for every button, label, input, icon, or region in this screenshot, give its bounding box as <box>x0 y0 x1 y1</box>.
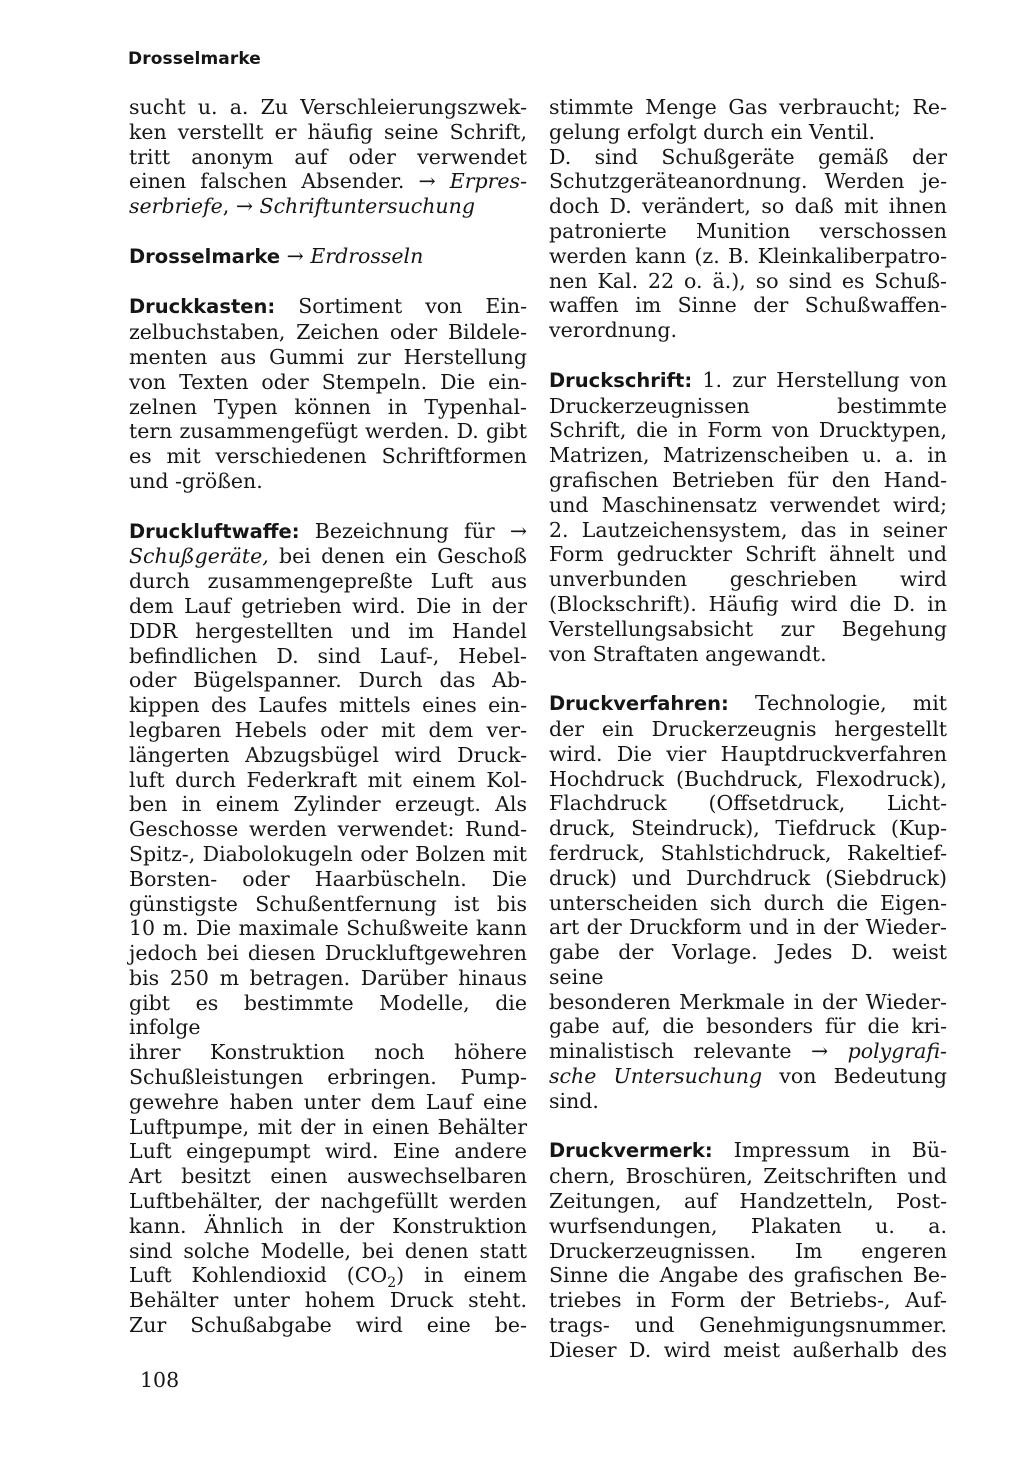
text-line: unterscheiden sich durch die Eigen- <box>549 890 947 915</box>
text-line <box>549 1039 947 1064</box>
text-line: tritt anonym auf oder verwendet <box>129 144 527 169</box>
text-line: ken verstellt er häufig seine Schrift, <box>129 119 527 144</box>
text-line: Hochdruck (Buchdruck, Flexodruck), <box>549 766 947 791</box>
text-line: D. sind Schußgeräte gemäß der <box>549 144 947 169</box>
text-line: Spitz-, Diabolokugeln oder Bolzen mit <box>129 841 527 866</box>
text-segment: Luft Kohlendioxid (CO <box>129 1263 388 1288</box>
entry-term: Druckverfahren: <box>549 692 729 716</box>
text-line <box>129 544 527 569</box>
text-line: Schußleistungen erbringen. Pump- <box>129 1065 527 1090</box>
text-line: gewehre haben unter dem Lauf eine <box>129 1089 527 1114</box>
text-line: Geschosse werden verwendet: Rund- <box>129 817 527 842</box>
text-segment: Impressum in Bü- <box>712 1138 947 1163</box>
running-header: Drosselmarke <box>128 49 261 69</box>
text-line: gelung erfolgt durch ein Ventil. <box>549 119 876 144</box>
cross-reference: Erdrosseln <box>310 243 424 268</box>
text-line <box>129 244 527 270</box>
entry-term: Druckschrift: <box>549 368 693 392</box>
text-line: ben in einem Zylinder erzeugt. Als <box>129 792 527 817</box>
text-segment: Sortiment von Ein- <box>275 294 527 319</box>
text-line: triebes in Form der Betriebs-, Auf- <box>549 1288 947 1313</box>
text-line: wurfsendungen, Plakaten u. a. <box>549 1213 947 1238</box>
text-line <box>549 368 947 394</box>
text-line: von Texten oder Stempeln. Die ein- <box>129 369 527 394</box>
text-segment: , → <box>222 194 260 219</box>
entry-term: Druckkasten: <box>129 295 276 319</box>
text-line: ihrer Konstruktion noch höhere <box>129 1040 527 1065</box>
text-line: werden kann (z. B. Kleinkaliberpatro- <box>549 243 947 268</box>
text-line: kann. Ähnlich in der Konstruktion <box>129 1213 527 1238</box>
text-line: kippen des Laufes mittels eines ein- <box>129 693 527 718</box>
cross-reference: sche Untersuchung <box>549 1064 763 1089</box>
text-line: waffen im Sinne der Schußwaffen- <box>549 293 947 318</box>
text-line: durch zusammengepreßte Luft aus <box>129 569 527 594</box>
text-line <box>129 294 527 320</box>
text-line: (Blockschrift). Häufig wird die D. in <box>549 591 947 616</box>
text-line: Form gedruckter Schrift ähnelt und <box>549 542 947 567</box>
text-line: ferdruck, Stahlstichdruck, Rakeltief- <box>549 840 947 865</box>
entry-druckverfahren <box>549 691 947 1114</box>
entry-druckschrift <box>549 368 947 667</box>
text-line: bis 250 m betragen. Darüber hinaus <box>129 965 527 990</box>
text-line: druck) und Durchdruck (Siebdruck) <box>549 865 947 890</box>
entry-continuation <box>129 95 527 219</box>
text-line: und Maschinensatz verwendet wird; <box>549 492 947 517</box>
text-segment: bei denen ein Geschoß <box>268 544 527 569</box>
text-line: Schrift, die in Form von Drucktypen, <box>549 418 947 443</box>
text-line: Druckerzeugnissen bestimmte <box>549 393 947 418</box>
text-segment: Bezeichnung für → <box>299 518 527 543</box>
text-line: und -größen. <box>129 468 263 493</box>
text-line: Luft eingepumpt wird. Eine andere <box>129 1139 527 1164</box>
text-line: der ein Druckerzeugnis hergestellt <box>549 716 947 741</box>
text-line: 2. Lautzeichensystem, das in seiner <box>549 517 947 542</box>
text-line: nen Kal. 22 o. ä.), so sind es Schuß- <box>549 268 947 293</box>
right-column <box>549 95 947 1387</box>
text-line: gibt es bestimmte Modelle, die infolge <box>129 990 527 1040</box>
text-line <box>549 691 947 717</box>
text-line: art der Druckform und in der Wieder- <box>549 915 947 940</box>
text-line: wird. Die vier Hauptdruckverfahren <box>549 741 947 766</box>
text-line: unverbunden geschrieben wird <box>549 567 947 592</box>
text-line: Luftpumpe, mit der in einen Behälter <box>129 1114 527 1139</box>
text-line: Schutzgeräteanordnung. Werden je- <box>549 169 947 194</box>
text-line: zelnen Typen können in Typenhal- <box>129 394 527 419</box>
text-line: grafischen Betrieben für den Hand- <box>549 467 947 492</box>
entry-term: Druckluftwaffe: <box>129 519 300 543</box>
subscript: 2 <box>387 1275 397 1292</box>
text-line: chern, Broschüren, Zeitschriften und <box>549 1164 947 1189</box>
text-line: tern zusammengefügt werden. D. gibt <box>129 419 527 444</box>
text-line: DDR hergestellten und im Handel <box>129 618 527 643</box>
text-line: doch D. verändert, so daß mit ihnen <box>549 194 947 219</box>
page-number: 108 <box>140 1368 180 1392</box>
cross-reference: polygrafi- <box>847 1039 947 1064</box>
text-line: längerten Abzugsbügel wird Druck- <box>129 742 527 767</box>
text-line <box>129 519 527 545</box>
text-line: gabe auf, die besonders für die kri- <box>549 1014 947 1039</box>
text-line: sind solche Modelle, bei denen statt <box>129 1238 527 1263</box>
text-line: trags- und Genehmigungsnummer. <box>549 1313 947 1338</box>
text-line: Sinne die Angabe des grafischen Be- <box>549 1263 947 1288</box>
text-line <box>129 1263 527 1292</box>
text-line: 10 m. Die maximale Schußweite kann <box>129 916 527 941</box>
text-line: verordnung. <box>549 318 678 343</box>
text-line: menten aus Gummi zur Herstellung <box>129 344 527 369</box>
cross-reference: serbriefe <box>129 194 223 219</box>
text-line: Behälter unter hohem Druck steht. <box>129 1288 527 1313</box>
entry-term: Druckvermerk: <box>549 1139 713 1163</box>
text-line: Zur Schußabgabe wird eine be- <box>129 1313 527 1338</box>
left-column <box>129 95 527 1363</box>
text-line: druck, Steindruck), Tiefdruck (Kup- <box>549 816 947 841</box>
text-line: zelbuchstaben, Zeichen oder Bildele- <box>129 320 527 345</box>
text-segment: minalistisch relevante → <box>549 1039 848 1064</box>
text-segment: → <box>280 243 311 268</box>
text-line: Dieser D. wird meist außerhalb des <box>549 1337 947 1362</box>
entry-continuation <box>549 95 947 343</box>
text-line: dem Lauf getrieben wird. Die in der <box>129 593 527 618</box>
cross-reference: Erpres- <box>449 169 527 194</box>
text-segment: von Bedeutung <box>762 1064 947 1089</box>
text-line <box>549 1064 947 1089</box>
text-line: jedoch bei diesen Druckluftgewehren <box>129 941 527 966</box>
entry-druckvermerk <box>549 1138 947 1362</box>
text-segment: 1. zur Herstellung von <box>692 367 947 392</box>
text-line: günstigste Schußentfernung ist bis <box>129 891 527 916</box>
text-line: sind. <box>549 1088 599 1113</box>
text-line: Art besitzt einen auswechselbaren <box>129 1164 527 1189</box>
text-line <box>129 169 527 194</box>
text-line: Verstellungsabsicht zur Begehung <box>549 616 947 641</box>
text-segment: einen falschen Absender. → <box>129 169 450 194</box>
cross-reference: Schußgeräte, <box>129 544 269 569</box>
text-line: es mit verschiedenen Schriftformen <box>129 444 527 469</box>
text-line: Flachdruck (Offsetdruck, Licht- <box>549 791 947 816</box>
text-line: luft durch Federkraft mit einem Kol- <box>129 767 527 792</box>
entry-term: Drosselmarke <box>129 244 281 268</box>
text-line: Borsten- oder Haarbüscheln. Die <box>129 866 527 891</box>
text-line: oder Bügelspanner. Durch das Ab- <box>129 668 527 693</box>
text-line: Druckerzeugnissen. Im engeren <box>549 1238 947 1263</box>
text-line: Luftbehälter, der nachgefüllt werden <box>129 1189 527 1214</box>
text-line: besonderen Merkmale in der Wieder- <box>549 989 947 1014</box>
text-line <box>549 1138 947 1164</box>
text-line: sucht u. a. Zu Verschleierungszwek- <box>129 95 527 119</box>
cross-reference: Schriftuntersuchung <box>259 194 475 219</box>
text-line: patronierte Munition verschossen <box>549 218 947 243</box>
text-segment: ) in einem <box>396 1263 527 1288</box>
text-line: stimmte Menge Gas verbraucht; Re- <box>549 95 947 119</box>
text-segment: Technologie, mit <box>728 691 947 716</box>
entry-druckkasten <box>129 294 527 493</box>
text-line: von Straftaten angewandt. <box>549 641 827 666</box>
text-line: legbaren Hebels oder mit dem ver- <box>129 717 527 742</box>
text-line: Matrizen, Matrizenscheiben u. a. in <box>549 443 947 468</box>
text-line: befindlichen D. sind Lauf-, Hebel- <box>129 643 527 668</box>
text-line: gabe der Vorlage. Jedes D. weist seine <box>549 940 947 989</box>
entry-druckluftwaffe <box>129 519 527 1338</box>
entry-drosselmarke <box>129 244 527 270</box>
text-line: Zeitungen, auf Handzetteln, Post- <box>549 1189 947 1214</box>
text-line <box>129 194 527 219</box>
